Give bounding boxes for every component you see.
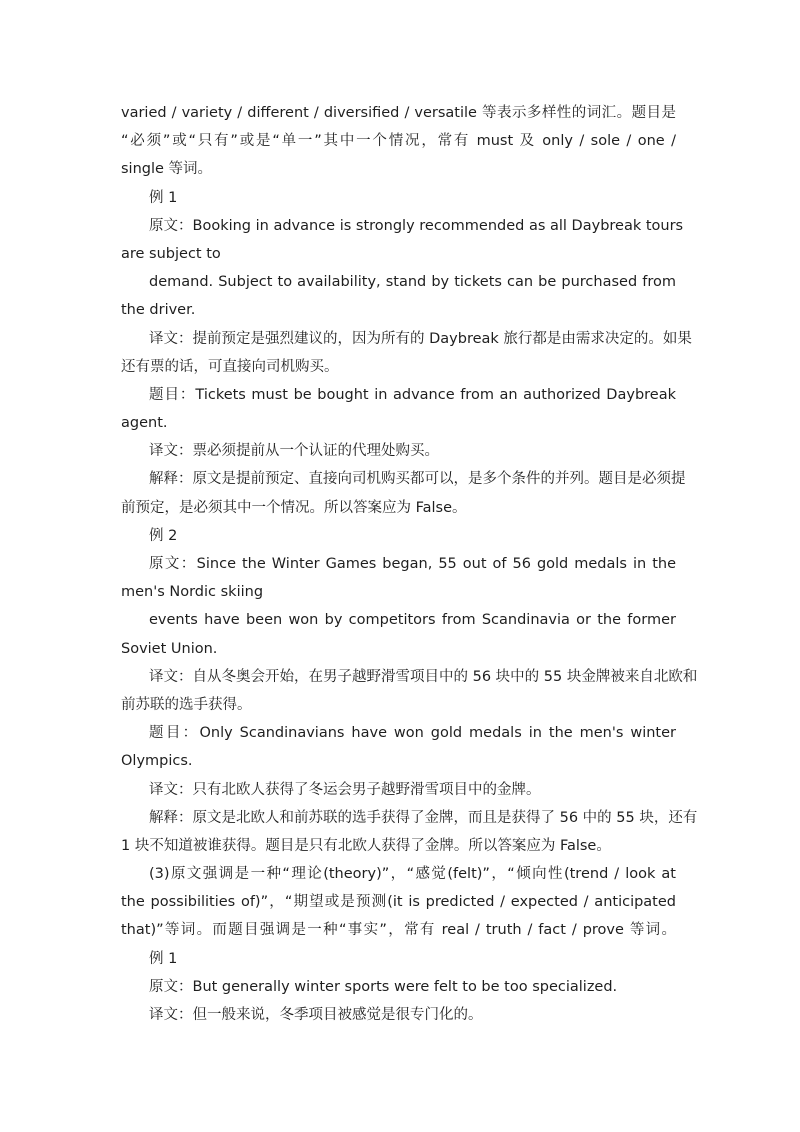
text-line: 前苏联的选手获得。 <box>121 696 252 713</box>
text-line: 原文：But generally winter sports were felt to be too specialized. <box>149 978 618 995</box>
text-line: 前预定，是必须其中一个情况。所以答案应为 False。 <box>121 499 467 516</box>
text-line: 1 块不知道被谁获得。题目是只有北欧人获得了金牌。所以答案应为 False。 <box>121 837 611 854</box>
document-page <box>121 99 698 1029</box>
text-line: 题目：Tickets must be bought in advance from an authorized Daybreak <box>149 386 676 403</box>
text-line: 译文：但一般来说，冬季项目被感觉是很专门化的。 <box>149 1007 483 1023</box>
text-line: “必须”或“只有”或是“单一”其中一个情况，常有 must 及 only / sole / one / <box>121 133 676 150</box>
text-line: 译文：票必须提前从一个认证的代理处购买。 <box>149 443 439 460</box>
text-line: the driver. <box>121 302 196 319</box>
text-line: varied / variety / different / diversified / versatile 等表示多样性的词汇。题目是 <box>121 105 676 121</box>
text-line: 原文：Booking in advance is strongly recommended as all Daybreak tours <box>149 217 684 234</box>
text-line: 译文：自从冬奥会开始，在男子越野滑雪项目中的 56 块中的 55 块金牌被来自北欧和 <box>149 668 698 685</box>
text-line: Soviet Union. <box>121 640 218 657</box>
text-line: 题目：Only Scandinavians have won gold medals in the men's winter <box>149 725 676 742</box>
text-line: 例 1 <box>149 189 178 206</box>
text-line: Olympics. <box>121 753 193 770</box>
text-line: 译文：提前预定是强烈建议的，因为所有的 Daybreak 旅行都是由需求决定的。如果 <box>149 330 692 347</box>
text-line: 还有票的话，可直接向司机购买。 <box>121 358 339 375</box>
text-line: agent. <box>121 415 168 432</box>
text-line: events have been won by competitors from Scandinavia or the former <box>149 612 676 629</box>
text-line: 例 2 <box>149 527 178 544</box>
text-line: men's Nordic skiing <box>121 584 264 601</box>
text-line: the possibilities of)”，“期望或是预测(it is predicted / expected / anticipated <box>121 894 676 911</box>
text-line: that)”等词。而题目强调是一种“事实”，常有 real / truth / fact / prove 等词。 <box>121 922 676 939</box>
text-line: are subject to <box>121 245 221 262</box>
text-line: 解释：原文是提前预定、直接向司机购买都可以，是多个条件的并列。题目是必须提 <box>149 471 686 488</box>
text-line: 解释：原文是北欧人和前苏联的选手获得了金牌，而且是获得了 56 中的 55 块，还有 <box>149 809 698 826</box>
text-line: demand. Subject to availability, stand by tickets can be purchased from <box>149 274 676 291</box>
text-line: single 等词。 <box>121 161 213 178</box>
text-line: 译文：只有北欧人获得了冬运会男子越野滑雪项目中的金牌。 <box>149 781 541 798</box>
text-line: 例 1 <box>149 950 178 967</box>
text-line: (3)原文强调是一种“理论(theory)”，“感觉(felt)”，“倾向性(trend / look at <box>149 866 676 883</box>
text-line: 原文：Since the Winter Games began, 55 out of 56 gold medals in the <box>149 556 676 572</box>
